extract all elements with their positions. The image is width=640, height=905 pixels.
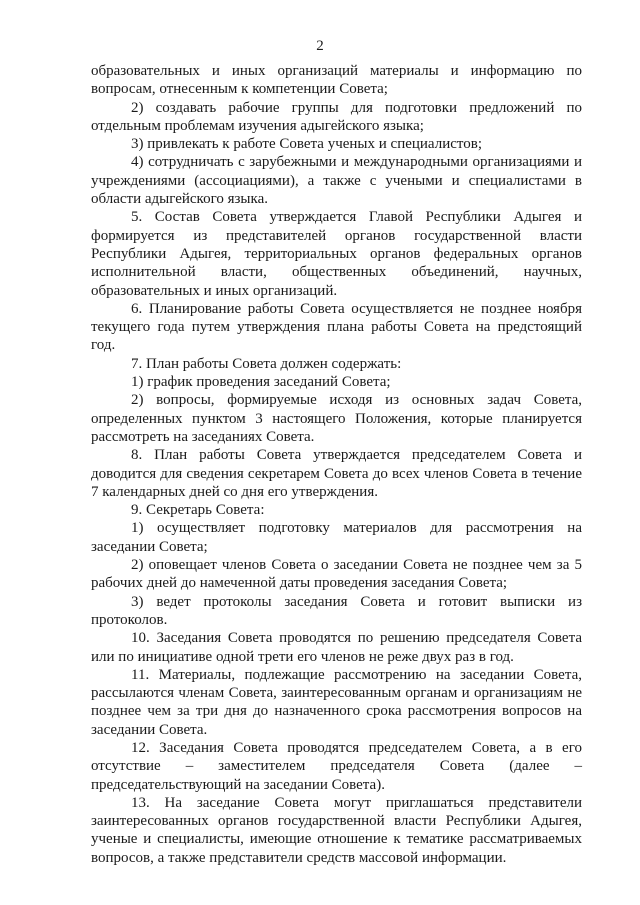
paragraph-7-2: 2) вопросы, формируемые исходя из основных задач Совета, определенных пунктом 3 настоящего Положения, которые планируется рассмотреть на заседаниях Совета. [91,392,582,445]
paragraph-11: 11. Материалы, подлежащие рассмотрению на заседании Совета, рассылаются членам Совета, заинтересованным органам и организациям не позднее чем за три дня до назначенного срока рассмотрения вопросов на заседании Совета. [91,666,582,738]
paragraph-10: 10. Заседания Совета проводятся по решению председателя Совета или по инициативе одной трети его членов не реже двух раз в год. [91,630,582,665]
paragraph-9-1: 1) осуществляет подготовку материалов для рассмотрения на заседании Совета; [91,520,582,555]
paragraph-item-4-3: 3) привлекать к работе Совета ученых и специалистов; [131,136,482,153]
paragraph-7-1: 1) график проведения заседаний Совета; [131,374,391,391]
paragraph-item-4-4: 4) сотрудничать с зарубежными и международными организациями и учреждениями (ассоциациями), а также с учеными и специалистами в области адыгейского языка. [91,154,582,208]
paragraph-6: 6. Планирование работы Совета осуществляется не позднее ноября текущего года путем утверждения плана работы Совета на предстоящий год. [91,300,582,354]
paragraph-9-3: 3) ведет протоколы заседания Совета и готовит выписки из протоколов. [91,593,582,628]
paragraph-item-4-2: 2) создавать рабочие группы для подготовки предложений по отдельным проблемам изучения адыгейского языка; [91,99,582,134]
paragraph-9-2: 2) оповещает членов Совета о заседании Совета не позднее чем за 5 рабочих дней до намеченной даты проведения заседания Совета; [91,557,582,592]
document-body [91,62,582,867]
paragraph-9: 9. Секретарь Совета: [131,502,265,519]
page-number: 2 [316,38,324,54]
paragraph-12: 12. Заседания Совета проводятся председателем Совета, а в его отсутствие – заместителем председателя Совета (далее – председательствующий на заседании Совета). [91,739,582,793]
paragraph-5: 5. Состав Совета утверждается Главой Республики Адыгея и формируется из представителей органов государственной власти Республики Адыгея, территориальных органов федеральных органов исполнительной власти, общественных объединений, научных, образовательных и иных организаций. [91,209,582,299]
paragraph-7: 7. План работы Совета должен содержать: [131,355,402,372]
paragraph-8: 8. План работы Совета утверждается председателем Совета и доводится для сведения секретарем Совета до всех членов Совета в течение 7 календарных дней со дня его утверждения. [91,447,582,500]
paragraph-13: 13. На заседание Совета могут приглашаться представители заинтересованных органов государственной власти Республики Адыгея, ученые и специалисты, имеющие отношение к тематике рассматриваемых вопросов, а также представители средств массовой информации. [91,794,582,866]
paragraph-continuation: образовательных и иных организаций материалы и информацию по вопросам, отнесенным к компетенции Совета; [91,63,582,98]
